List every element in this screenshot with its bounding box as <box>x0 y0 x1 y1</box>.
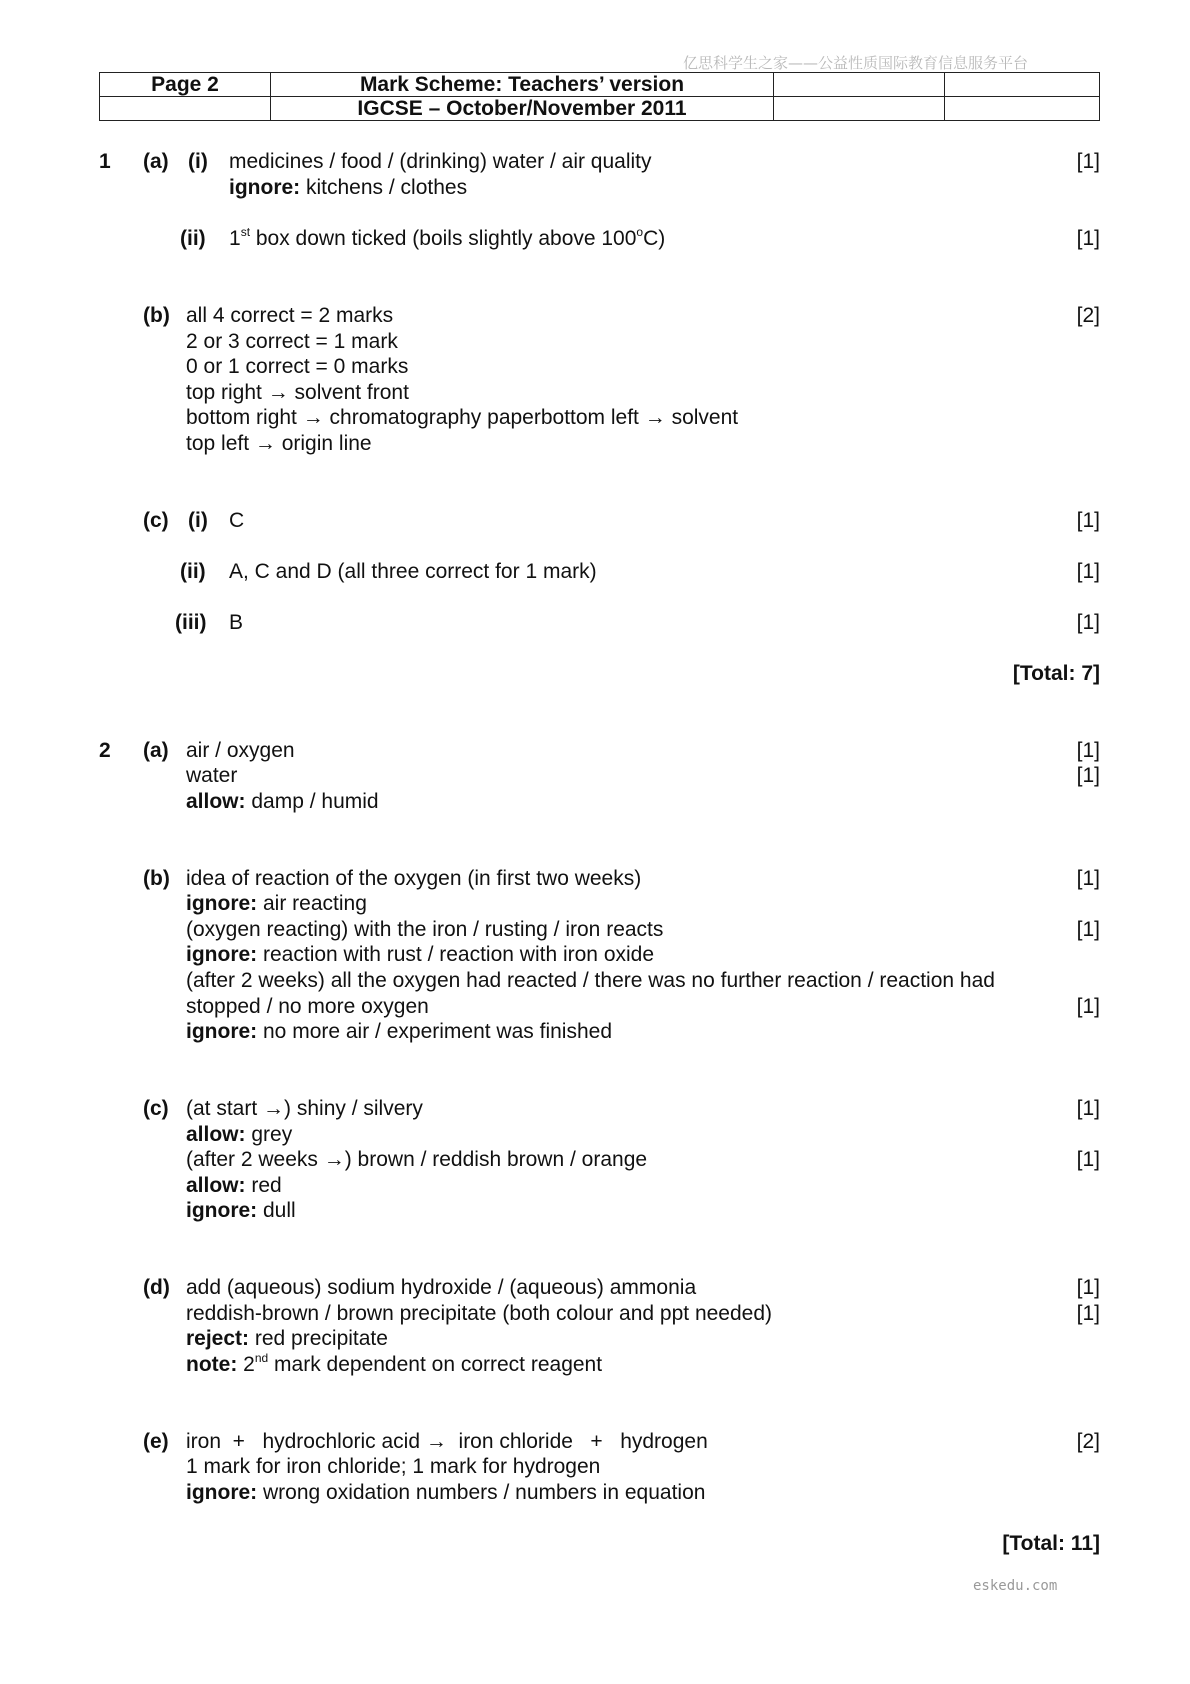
q2c-line2: (after 2 weeks →) brown / reddish brown / orange <box>186 1148 648 1171</box>
header-empty-3 <box>100 97 271 121</box>
q2-number: 2 <box>99 739 111 762</box>
header-empty-5 <box>945 97 1100 121</box>
reject-text: red precipitate <box>249 1327 388 1350</box>
q1c-i-mark: [1] <box>1076 509 1100 532</box>
ignore-text: no more air / experiment was finished <box>257 1020 612 1043</box>
q2a-line1: air / oxygen <box>186 739 295 762</box>
q2c-allow2 <box>186 1173 282 1199</box>
q2c-label: (c) <box>143 1097 169 1120</box>
q2b-line3-mark: [1] <box>1076 995 1100 1018</box>
q2b-line2: (oxygen reacting) with the iron / rusting / iron reacts <box>186 918 664 941</box>
q1c-i-label: (i) <box>188 509 208 532</box>
header-empty-2 <box>945 73 1100 97</box>
q2c-ignore <box>186 1198 296 1224</box>
q1c-iii-mark: [1] <box>1076 611 1100 634</box>
q2e-label: (e) <box>143 1430 169 1453</box>
q1a-ii-text <box>229 226 665 252</box>
q2e-ignore <box>186 1480 705 1506</box>
q1a-i-label: (i) <box>188 150 208 173</box>
reject-label: reject: <box>186 1327 250 1350</box>
q1c-iii-text: B <box>229 611 244 634</box>
header-empty-1 <box>774 73 945 97</box>
q2a-allow <box>186 789 379 815</box>
q1a-ii-post: C) <box>643 227 666 250</box>
allow-text: grey <box>245 1123 293 1146</box>
q1c-ii-text: A, C and D (all three correct for 1 mark) <box>229 560 597 583</box>
q2c-line1-mark: [1] <box>1076 1097 1100 1120</box>
ignore-text: kitchens / clothes <box>300 176 468 199</box>
allow-text: damp / humid <box>245 790 379 813</box>
q1b-mark: [2] <box>1076 304 1100 327</box>
q1b-line-4: bottom right → chromatography paperbottom left → solvent <box>186 406 739 429</box>
q2e-mark: [2] <box>1076 1430 1100 1453</box>
q2e-equation: iron + hydrochloric acid → iron chloride + hydrogen <box>186 1430 708 1453</box>
allow-label: allow: <box>186 790 246 813</box>
q2d-line1-mark: [1] <box>1076 1276 1100 1299</box>
q1b-line-5: top left → origin line <box>186 432 372 455</box>
ignore-text: reaction with rust / reaction with iron oxide <box>257 943 655 966</box>
q2b-label: (b) <box>143 867 170 890</box>
header-subtitle: IGCSE – October/November 2011 <box>271 97 774 121</box>
q1a-ii-mark: [1] <box>1076 227 1100 250</box>
q2a-line2-mark: [1] <box>1076 764 1100 787</box>
q2d-line2-mark: [1] <box>1076 1302 1100 1325</box>
q2b-ignore3 <box>186 1019 612 1045</box>
q2b-line1-mark: [1] <box>1076 867 1100 890</box>
q2d-line2: reddish-brown / brown precipitate (both colour and ppt needed) <box>186 1302 773 1325</box>
q2d-note <box>186 1352 602 1378</box>
q1c-ii-label: (ii) <box>180 560 206 583</box>
note-pre: 2 <box>237 1353 255 1376</box>
q1a-ii-degree: o <box>636 225 644 239</box>
header-page: Page 2 <box>100 73 271 97</box>
header-title: Mark Scheme: Teachers’ version <box>271 73 774 97</box>
ignore-label: ignore: <box>186 1199 258 1222</box>
q2b-line2-mark: [1] <box>1076 918 1100 941</box>
ignore-text: dull <box>257 1199 296 1222</box>
q2b-line3b: stopped / no more oxygen <box>186 995 429 1018</box>
q1b-line-3: top right → solvent front <box>186 381 409 404</box>
note-post: mark dependent on correct reagent <box>268 1353 603 1376</box>
q2c-line2-mark: [1] <box>1076 1148 1100 1171</box>
q1b-line-0: all 4 correct = 2 marks <box>186 304 394 327</box>
q2b-ignore1 <box>186 891 367 917</box>
q2a-line1-mark: [1] <box>1076 739 1100 762</box>
allow-label: allow: <box>186 1123 246 1146</box>
q2a-line2: water <box>186 764 238 787</box>
ignore-text: wrong oxidation numbers / numbers in equation <box>257 1481 706 1504</box>
q2d-label: (d) <box>143 1276 170 1299</box>
q2-total: [Total: 11] <box>1002 1532 1100 1555</box>
q2d-line1: add (aqueous) sodium hydroxide / (aqueous) ammonia <box>186 1276 697 1299</box>
q1a-ii-pre: 1 <box>229 227 241 250</box>
ignore-label: ignore: <box>186 943 258 966</box>
q1a-ii-mid: box down ticked (boils slightly above 100 <box>250 227 637 250</box>
q1-number: 1 <box>99 150 111 173</box>
note-label: note: <box>186 1353 238 1376</box>
allow-text: red <box>245 1174 282 1197</box>
ignore-label: ignore: <box>186 1020 258 1043</box>
ignore-label: ignore: <box>229 176 301 199</box>
ignore-label: ignore: <box>186 1481 258 1504</box>
q1a-i-mark: [1] <box>1076 150 1100 173</box>
allow-label: allow: <box>186 1174 246 1197</box>
q2b-line1: idea of reaction of the oxygen (in first two weeks) <box>186 867 642 890</box>
header-empty-4 <box>774 97 945 121</box>
watermark-bottom: eskedu.com <box>973 1578 1058 1594</box>
q1c-ii-mark: [1] <box>1076 560 1100 583</box>
q1a-ii-label: (ii) <box>180 227 206 250</box>
q1-total: [Total: 7] <box>1012 662 1100 685</box>
note-sup: nd <box>254 1351 269 1365</box>
header-table <box>99 72 1100 121</box>
q1c-iii-label: (iii) <box>175 611 207 634</box>
q2b-line3a: (after 2 weeks) all the oxygen had reacted / there was no further reaction / reaction had <box>186 969 995 992</box>
q1a-i-text: medicines / food / (drinking) water / air quality <box>229 150 652 173</box>
watermark-top: 亿思科学生之家——公益性质国际教育信息服务平台 <box>683 54 1029 72</box>
q2c-line1: (at start →) shiny / silvery <box>186 1097 423 1120</box>
q2c-allow1 <box>186 1122 292 1148</box>
q1b-line-2: 0 or 1 correct = 0 marks <box>186 355 409 378</box>
q1c-i-text: C <box>229 509 245 532</box>
ignore-text: air reacting <box>257 892 367 915</box>
q2d-reject <box>186 1326 388 1352</box>
q1a-label: (a) <box>143 150 169 173</box>
q1c-label: (c) <box>143 509 169 532</box>
q1a-i-ignore <box>229 175 467 201</box>
q1b-line-1: 2 or 3 correct = 1 mark <box>186 330 398 353</box>
q1b-label: (b) <box>143 304 170 327</box>
q2a-label: (a) <box>143 739 169 762</box>
ignore-label: ignore: <box>186 892 258 915</box>
q2e-line2: 1 mark for iron chloride; 1 mark for hydrogen <box>186 1455 601 1478</box>
q1a-ii-sup: st <box>240 225 251 239</box>
q2b-ignore2 <box>186 942 654 968</box>
